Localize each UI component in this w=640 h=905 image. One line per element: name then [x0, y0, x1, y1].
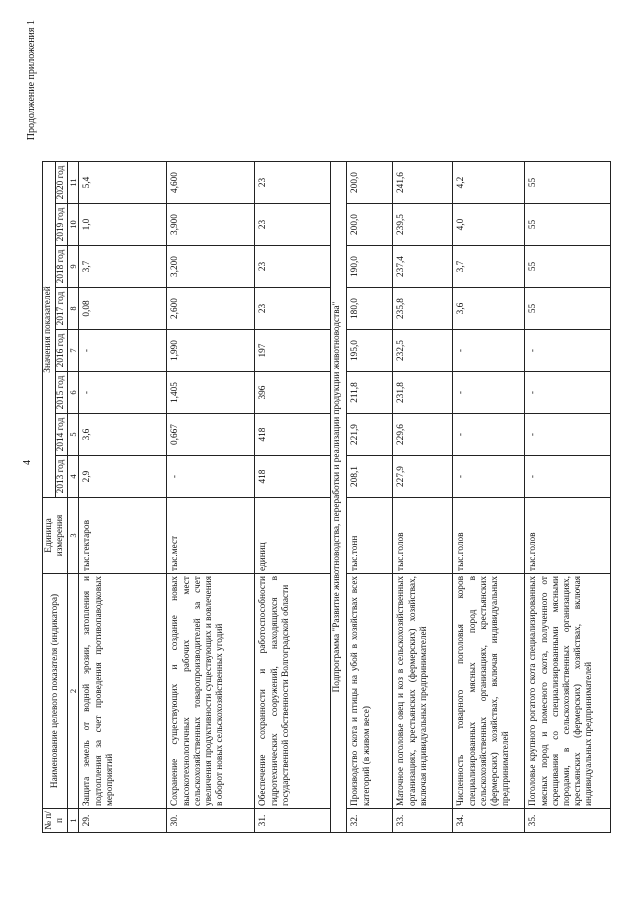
column-number: 1 — [68, 809, 79, 833]
value-cell: - — [79, 372, 167, 414]
value-cell: 237,4 — [393, 246, 453, 288]
value-cell: 396 — [255, 372, 331, 414]
value-cell: 55 — [525, 162, 611, 204]
value-cell: 3,900 — [167, 204, 255, 246]
header-name: Наименование целевого показателя (индикатора) — [43, 574, 68, 809]
value-cell: - — [525, 414, 611, 456]
column-number: 2 — [68, 574, 79, 809]
page-number: 4 — [22, 460, 33, 465]
value-cell: 1,405 — [167, 372, 255, 414]
unit-cell: тыс.голов — [393, 498, 453, 574]
value-cell: 208,1 — [347, 456, 393, 498]
row-number: 29. — [79, 809, 167, 833]
value-cell: 180,0 — [347, 288, 393, 330]
row-number: 33. — [393, 809, 453, 833]
column-number: 7 — [68, 330, 79, 372]
indicator-name: Обеспечение сохранности и работоспособности гидротехнических сооружений, находящихся в государственной собственности Волгоградской области — [255, 574, 331, 809]
table-row — [167, 162, 255, 833]
value-cell: 23 — [255, 288, 331, 330]
value-cell: 231,8 — [393, 372, 453, 414]
header-year: 2014 год — [56, 414, 68, 456]
column-number: 5 — [68, 414, 79, 456]
column-number: 3 — [68, 498, 79, 574]
value-cell: - — [525, 372, 611, 414]
column-number: 10 — [68, 204, 79, 246]
header-num: № п/п — [43, 809, 68, 833]
value-cell: 190,0 — [347, 246, 393, 288]
value-cell: 200,0 — [347, 162, 393, 204]
value-cell: 200,0 — [347, 204, 393, 246]
value-cell: 5,4 — [79, 162, 167, 204]
value-cell: 23 — [255, 246, 331, 288]
indicator-name: Производство скота и птицы на убой в хозяйствах всех категорий (в живом весе) — [347, 574, 393, 809]
indicators-table — [42, 161, 611, 833]
value-cell: 3,6 — [79, 414, 167, 456]
unit-cell: тыс.мест — [167, 498, 255, 574]
column-number: 6 — [68, 372, 79, 414]
value-cell: - — [453, 372, 525, 414]
header-year: 2017 год — [56, 288, 68, 330]
value-cell: 3,7 — [453, 246, 525, 288]
column-number: 11 — [68, 162, 79, 204]
indicator-name: Маточное поголовье овец и коз в сельскохозяйственных организациях, крестьянских (фермерских) хозяйствах, включая индивидуальных предпринимателей — [393, 574, 453, 809]
unit-cell: тыс.гектаров — [79, 498, 167, 574]
column-number: 9 — [68, 246, 79, 288]
indicator-name: Численность товарного поголовья коров специализированных мясных пород в сельскохозяйственных организациях, крестьянских (фермерских) хозяйствах, включая индивидуальных предпринимателей — [453, 574, 525, 809]
value-cell: 3,7 — [79, 246, 167, 288]
subprogram-title: Подпрограмма "Развитие животноводства, переработки и реализации продукции животноводства" — [331, 162, 347, 833]
value-cell: 55 — [525, 204, 611, 246]
value-cell: 55 — [525, 246, 611, 288]
value-cell: 195,0 — [347, 330, 393, 372]
table-row — [453, 162, 525, 833]
value-cell: 232,5 — [393, 330, 453, 372]
table-row — [255, 162, 331, 833]
value-cell: 221,9 — [347, 414, 393, 456]
column-number: 4 — [68, 456, 79, 498]
header-year: 2013 год — [56, 456, 68, 498]
value-cell: - — [167, 456, 255, 498]
value-cell: 0,08 — [79, 288, 167, 330]
header-year: 2016 год — [56, 330, 68, 372]
unit-cell: тыс.голов — [525, 498, 611, 574]
value-cell: - — [525, 330, 611, 372]
value-cell: 227,9 — [393, 456, 453, 498]
row-number: 30. — [167, 809, 255, 833]
value-cell: 1,990 — [167, 330, 255, 372]
row-number: 32. — [347, 809, 393, 833]
value-cell: 4,0 — [453, 204, 525, 246]
indicator-name: Поголовье крупного рогатого скота специализированных мясных пород и помесного скота, полученного от скрещивания со специализированными мясными породами, в сельскохозяйственных организациях, крестьянских (фермерских) хозяйствах, включая индивидуальных предпринимателей — [525, 574, 611, 809]
value-cell: - — [79, 330, 167, 372]
value-cell: 241,6 — [393, 162, 453, 204]
value-cell: - — [525, 456, 611, 498]
table-row — [347, 162, 393, 833]
value-cell: 2,9 — [79, 456, 167, 498]
value-cell: 0,667 — [167, 414, 255, 456]
value-cell: 239,5 — [393, 204, 453, 246]
value-cell: - — [453, 414, 525, 456]
value-cell: 235,8 — [393, 288, 453, 330]
column-number: 8 — [68, 288, 79, 330]
value-cell: - — [453, 456, 525, 498]
value-cell: 211,8 — [347, 372, 393, 414]
unit-cell: единиц — [255, 498, 331, 574]
row-number: 35. — [525, 809, 611, 833]
value-cell: 197 — [255, 330, 331, 372]
table-row — [79, 162, 167, 833]
value-cell: 55 — [525, 288, 611, 330]
indicator-name: Защита земель от водной эрозии, затопления и подтопления за счет проведения противопаводковых мероприятий — [79, 574, 167, 809]
header-values-group: Значения показателей — [43, 162, 56, 498]
value-cell: 23 — [255, 162, 331, 204]
subprogram-row — [331, 162, 347, 833]
value-cell: - — [453, 330, 525, 372]
table-row — [525, 162, 611, 833]
header-year: 2019 год — [56, 204, 68, 246]
value-cell: 1,0 — [79, 204, 167, 246]
value-cell: 3,200 — [167, 246, 255, 288]
row-number: 31. — [255, 809, 331, 833]
unit-cell: тыс.тонн — [347, 498, 393, 574]
header-year: 2018 год — [56, 246, 68, 288]
value-cell: 4,600 — [167, 162, 255, 204]
header-year: 2015 год — [56, 372, 68, 414]
indicator-name: Сохранение существующих и создание новых высокотехнологичных рабочих мест сельскохозяйственных товаропроизводителей за счет увеличения продуктивности существующих и вовлечения в оборот новых сельскохозяйственных угодий — [167, 574, 255, 809]
unit-cell: тыс.голов — [453, 498, 525, 574]
value-cell: 2,600 — [167, 288, 255, 330]
row-number: 34. — [453, 809, 525, 833]
value-cell: 418 — [255, 414, 331, 456]
value-cell: 23 — [255, 204, 331, 246]
header-year: 2020 год — [56, 162, 68, 204]
value-cell: 418 — [255, 456, 331, 498]
table-row — [393, 162, 453, 833]
value-cell: 229,6 — [393, 414, 453, 456]
value-cell: 3,6 — [453, 288, 525, 330]
value-cell: 4,2 — [453, 162, 525, 204]
appendix-continuation: Продолжение приложения 1 — [26, 20, 37, 141]
header-unit: Единица измерения — [43, 498, 68, 574]
